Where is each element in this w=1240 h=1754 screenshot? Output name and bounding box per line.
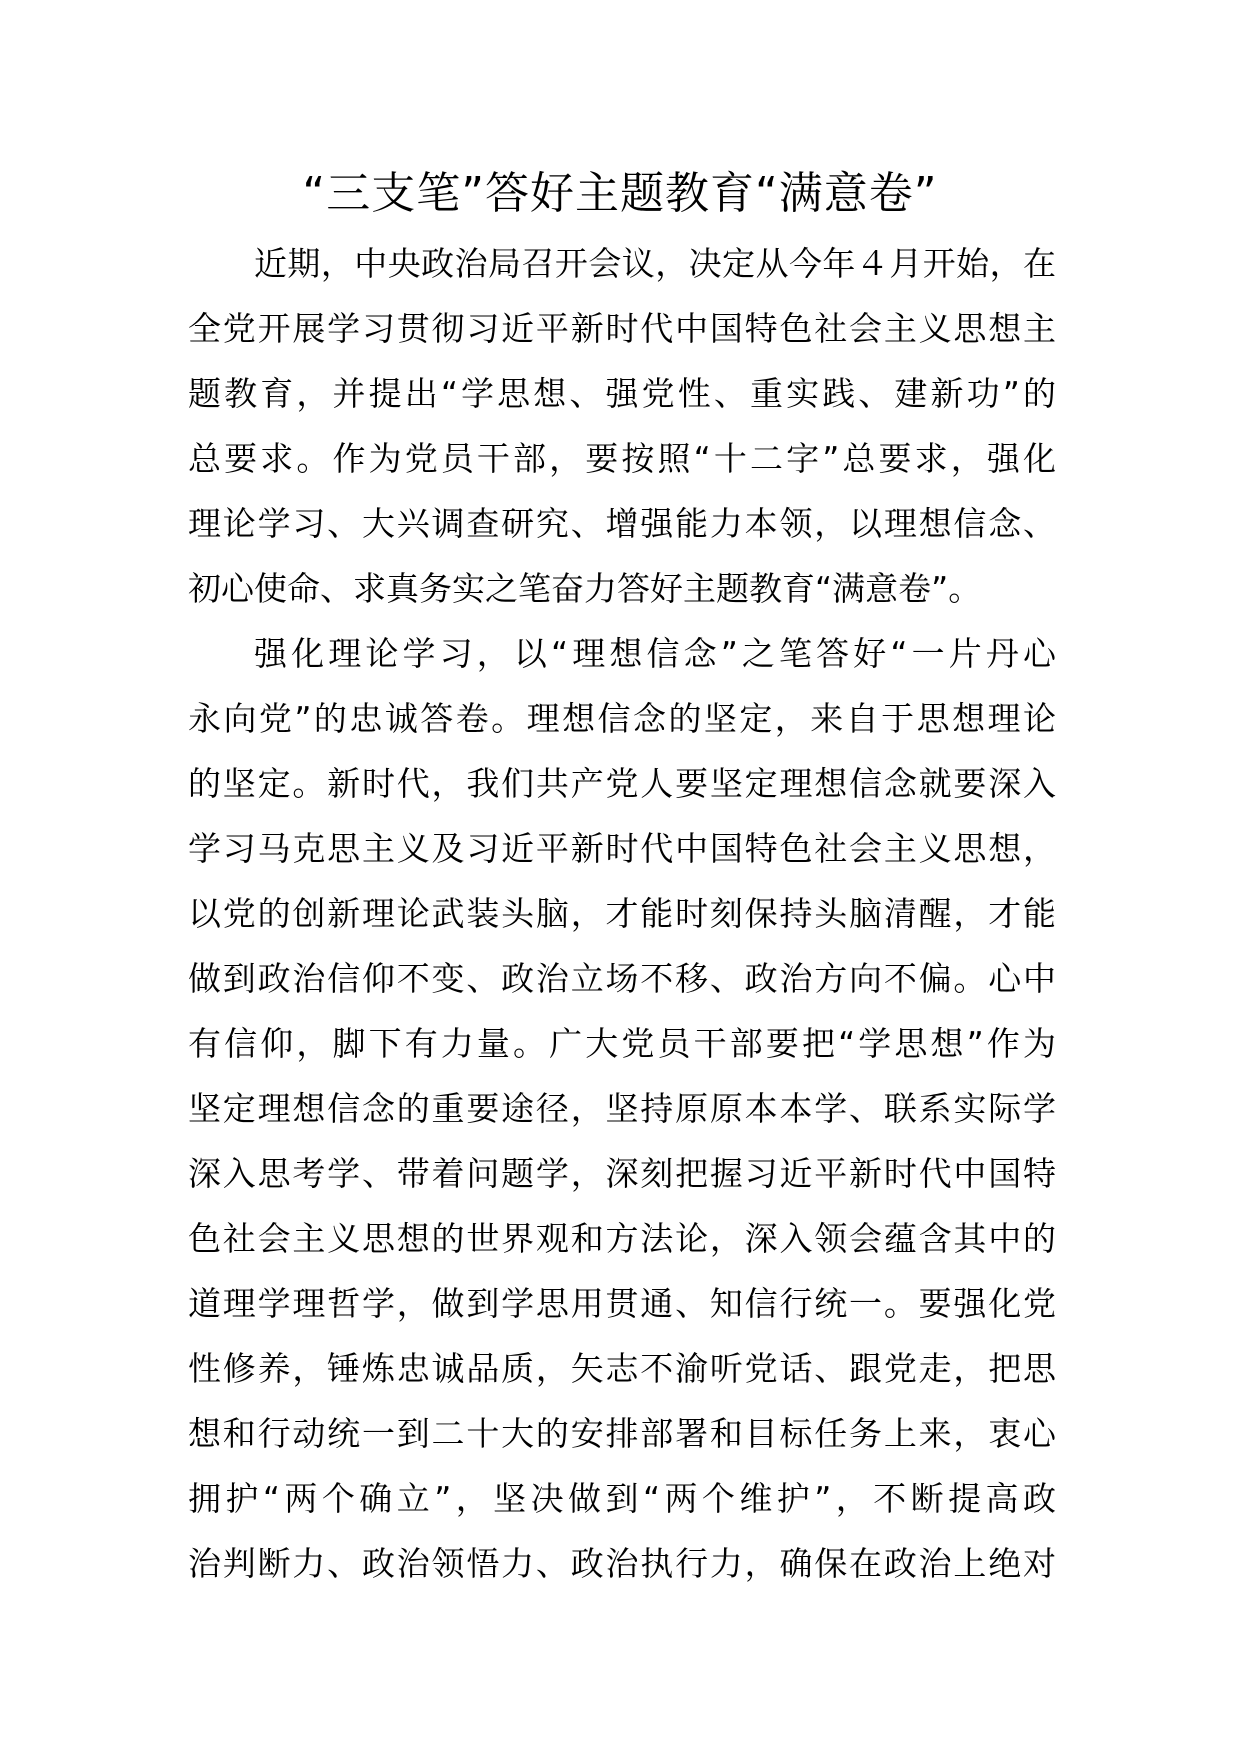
- body-line-21: 治判断力、政治领悟力、政治执行力，确保在政治上绝对: [188, 1544, 1056, 1583]
- body-line-3: 题教育，并提出“学思想、强党性、重实践、建新功”的: [188, 374, 1056, 413]
- body-line-14: 坚定理想信念的重要途径，坚持原原本本学、联系实际学: [188, 1089, 1056, 1128]
- body-line-18: 性修养，锤炼忠诚品质，矢志不渝听党话、跟党走，把思: [188, 1349, 1056, 1388]
- body-line-1: 近期，中央政治局召开会议，决定从今年４月开始，在: [254, 244, 1056, 283]
- body-line-4: 总要求。作为党员干部，要按照“十二字”总要求，强化: [188, 439, 1056, 478]
- body-line-20: 拥护“两个确立”，坚决做到“两个维护”，不断提高政: [188, 1479, 1056, 1518]
- body-line-2: 全党开展学习贯彻习近平新时代中国特色社会主义思想主: [188, 309, 1056, 348]
- body-line-11: 以党的创新理论武装头脑，才能时刻保持头脑清醒，才能: [188, 894, 1056, 933]
- body-line-16: 色社会主义思想的世界观和方法论，深入领会蕴含其中的: [188, 1219, 1056, 1258]
- body-line-6: 初心使命、求真务实之笔奋力答好主题教育“满意卷”。: [188, 569, 982, 608]
- body-line-9: 的坚定。新时代，我们共产党人要坚定理想信念就要深入: [188, 764, 1056, 803]
- body-line-8: 永向党”的忠诚答卷。理想信念的坚定，来自于思想理论: [188, 699, 1056, 738]
- body-line-7: 强化理论学习，以“理想信念”之笔答好“一片丹心: [254, 634, 1056, 673]
- body-line-10: 学习马克思主义及习近平新时代中国特色社会主义思想，: [188, 829, 1056, 868]
- body-line-19: 想和行动统一到二十大的安排部署和目标任务上来，衷心: [188, 1414, 1056, 1453]
- document-title: “三支笔”答好主题教育“满意卷”: [302, 168, 938, 219]
- body-line-12: 做到政治信仰不变、政治立场不移、政治方向不偏。心中: [188, 959, 1056, 998]
- body-line-17: 道理学理哲学，做到学思用贯通、知信行统一。要强化党: [188, 1284, 1056, 1323]
- body-line-15: 深入思考学、带着问题学，深刻把握习近平新时代中国特: [188, 1154, 1056, 1193]
- body-line-13: 有信仰，脚下有力量。广大党员干部要把“学思想”作为: [188, 1024, 1056, 1063]
- body-line-5: 理论学习、大兴调查研究、增强能力本领，以理想信念、: [188, 504, 1056, 543]
